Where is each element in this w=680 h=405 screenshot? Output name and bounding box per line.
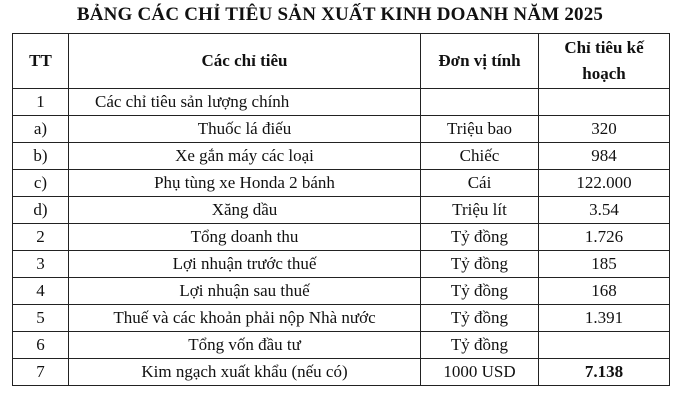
cell-name: Lợi nhuận sau thuế [69, 278, 421, 305]
cell-unit: Chiếc [421, 143, 539, 170]
cell-name: Thuế và các khoản phải nộp Nhà nước [69, 305, 421, 332]
cell-tt: 4 [13, 278, 69, 305]
table-row [13, 116, 670, 143]
table-row [13, 89, 670, 116]
table-row [13, 251, 670, 278]
cell-name: Kim ngạch xuất khẩu (nếu có) [69, 359, 421, 386]
table-row [13, 170, 670, 197]
cell-name: Tổng vốn đầu tư [69, 332, 421, 359]
cell-tt: 2 [13, 224, 69, 251]
cell-tt: a) [13, 116, 69, 143]
table-row [13, 197, 670, 224]
page-title: BẢNG CÁC CHỈ TIÊU SẢN XUẤT KINH DOANH NĂM 2025 [76, 4, 604, 25]
cell-plan: 7.138 [539, 359, 670, 386]
table-row [13, 143, 670, 170]
table-header-row [13, 34, 670, 89]
table-row [13, 224, 670, 251]
table-row [13, 332, 670, 359]
cell-tt: 3 [13, 251, 69, 278]
cell-tt: 7 [13, 359, 69, 386]
cell-name: Xe gắn máy các loại [69, 143, 421, 170]
cell-name: Phụ tùng xe Honda 2 bánh [69, 170, 421, 197]
cell-plan: 1.391 [539, 305, 670, 332]
cell-name: Các chỉ tiêu sản lượng chính [69, 89, 421, 116]
cell-tt: 1 [13, 89, 69, 116]
cell-plan: 320 [539, 116, 670, 143]
cell-plan: 185 [539, 251, 670, 278]
cell-unit: Triệu bao [421, 116, 539, 143]
cell-name: Xăng dầu [69, 197, 421, 224]
cell-unit: 1000 USD [421, 359, 539, 386]
table-row [13, 305, 670, 332]
cell-tt: 5 [13, 305, 69, 332]
header-plan: Chỉ tiêu kế hoạch [539, 34, 670, 89]
cell-tt: b) [13, 143, 69, 170]
cell-unit: Tỷ đồng [421, 332, 539, 359]
cell-plan [539, 332, 670, 359]
cell-unit: Tỷ đồng [421, 224, 539, 251]
cell-plan: 122.000 [539, 170, 670, 197]
cell-tt: 6 [13, 332, 69, 359]
cell-name: Lợi nhuận trước thuế [69, 251, 421, 278]
production-targets-table [12, 33, 670, 386]
cell-unit: Cái [421, 170, 539, 197]
cell-unit: Tỷ đồng [421, 251, 539, 278]
cell-plan: 984 [539, 143, 670, 170]
table-row [13, 359, 670, 386]
cell-plan: 1.726 [539, 224, 670, 251]
cell-plan [539, 89, 670, 116]
cell-plan: 3.54 [539, 197, 670, 224]
cell-unit [421, 89, 539, 116]
header-tt: TT [13, 34, 69, 89]
cell-name: Tổng doanh thu [69, 224, 421, 251]
cell-name: Thuốc lá điếu [69, 116, 421, 143]
cell-tt: c) [13, 170, 69, 197]
cell-unit: Tỷ đồng [421, 278, 539, 305]
cell-plan: 168 [539, 278, 670, 305]
cell-unit: Triệu lít [421, 197, 539, 224]
cell-unit: Tỷ đồng [421, 305, 539, 332]
cell-tt: d) [13, 197, 69, 224]
header-unit: Đơn vị tính [421, 34, 539, 89]
table-row [13, 278, 670, 305]
header-name: Các chỉ tiêu [69, 34, 421, 89]
